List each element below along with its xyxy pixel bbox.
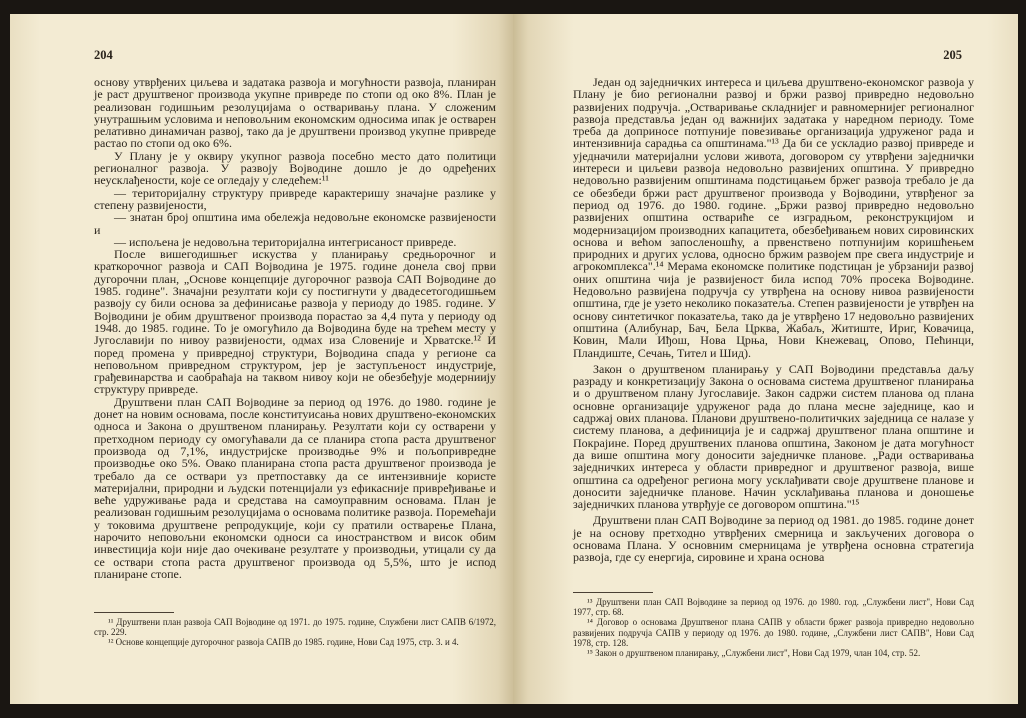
footnote: ¹⁴ Договор о основама Друштвеног плана САПВ у области бржег развоја привредно недовољно развијених подручја САПВ у периоду од 1976. до 1980. године, „Службени лист САПВ", Нови Сад 1978, стр. 128. [573, 617, 974, 648]
footnote-divider [94, 612, 174, 613]
page-number: 205 [943, 48, 962, 62]
footnote: ¹² Основе концепције дугорочног развоја САПВ до 1985. године, Нови Сад 1975, стр. 3. и 4. [108, 637, 459, 648]
paragraph: Друштвени план САП Војводине за период од 1976. до 1980. године је донет на новим основама, после конституисања нових друштвено-економских односа и Закона о друштвеном планирању. Резултати који су остварени у претходном периоду су омогућавали да се планира стопа раста друштвеног производа од 7,1%, индустријске производње 9% и пољопривредне производње око 5%. Овако планирана стопа раста друштвеног производа је требало да се оствари уз претпоставку да се интензивније користе материјални, природни и људски потенцијали уз ефикасније привређивање и веће удруживање рада и средстава на самоуправним основама. План је реализован годишњим резолуцијама о основама политике развоја. Поремећаји у токовима друштвене репродукције, који су пратили остварење Плана, нарочито неповољни економски односи са иностранством и висок обим инвестиција који није дао очекиване резултате у производњи, утицали су да се оствари стопа раста друштвеног производа од 5,5%, што је испод планиране стопе. [94, 394, 496, 581]
paragraph: основу утврђених циљева и задатака развоја и могућности развоја, планиран је раст друштвеног производа укупне привреде по стопи од око 8%. План је реализован годишњим резолуцијама о остваривању плана. У сложеним унутрашњим условима и неповољним економским односима ипак је остварен релативно динамичан развој, тако да је друштвени производ укупне привреде растао по стопи од око 6%. [94, 75, 496, 151]
paragraph: После вишегодишњег искуства у планирању средњорочног и краткорочног развоја и САП Војводина је 1975. године донела свој први дугорочни план, „Основе концепције дугорочног развоја САП Војводине до 1985. године". Значајни резултати који су постигнути у двадесетогодишњем развоју су били основа за дефинисање развоја у периоду до 1985. године. У Војводини је обим друштвеног производа порастао за 4,4 пута у периоду од 1948. до 1985. године. То је омогућило да Војводина буде на трећем месту у Југославији по нивоу развијености, одмах иза Словеније и Хрватске.¹² И поред промена у привредној структури, Војводина спада у регионе са неповољном привредном структуром, јер је заступљеност индустрије, грађевинарства и саобраћаја на таквом нивоу који не обезбеђује модерниију структуру привреде. [94, 247, 496, 397]
footnotes [573, 592, 974, 658]
paragraph: Друштвени план САП Војводине за период од 1981. до 1985. године донет је на основу претходно утврђених смерница и закључених договора о основама Плана. У основним смерницама је утврђена основна стратегија развоја, где су енергија, сировине и храна основа [573, 513, 974, 565]
page-number: 204 [94, 48, 113, 62]
list-item: — територијалну структуру привреде карактеришу значајне разлике у степену развијености, [94, 185, 496, 212]
paragraph: Закон о друштвеном планирању у САП Војводини представља даљу разраду и конкретизацију Закона о основама система друштвеног планирања и о друштвеном плану Југославије. Закон садржи систем планова од плана основне организације удруженог рада до плана месне заједнице, као и садржај ових планова. Планови друштвено-политичких заједница се налазе у систему планова, а дефиниција је и садржај друштвеног плана општине и Покрајине. Поред друштвених планова општина, Законом је дата могућност да више општина могу доносити заједничке планове. „Ради остваривања заједничких интереса у области привредног и друштвеног развоја, више општина са одређеног региона могу усклађивати своје друштвене планове и доносити заједничке планове. Начин усклађивања планова и доношење заједничких планова утврђује се договором општина."¹⁵ [573, 361, 974, 512]
paragraph: Један од заједничких интереса и циљева друштвено-економског развоја у Плану је био регионални развој и бржи развој привредно недовољно развијених подручја. „Остваривање складнијег и равномернијег регионалног развоја представља један од важнијих задатака у наредном периоду. Томе треба да доприносе потпуније повезивање организација удруженог рада и интензивнија сарадња са општинама."¹³ Да би се ускладио развој привреде и уједначили материјални услови живота, договором су утврђени заједнички интереси и циљеви развоја недовољно развијених општина. У привредно недовољно развијеним општинама подстицањем бржег развоја требало је да се обезбеди бржи раст друштвеног производа у Војводини, утврђеног за период од 1976. до 1980. године. „Бржи развој привредно недовољно развијених општина оствариће се изградњом, реконструкцијом и модернизацијом производних капацитета, обезбеђивањем нових сировинских основа и већом запосленошћу, а првенствено потпунијим коришћењем природних и других услова, односно бржим развојем пре свега индустрије и агрокомплекса".¹⁴ Мерама економске политике подстицан је убрзанији развој оних општина чија је развијеност била испод 70% просека Војводине. Недовољно развијена подручја су утврђена на основу нивоа развијености општина, где је узето неколико показатеља. Степен развијености је утврђен на основу синтетичког показатеља, тако да је утврђено 17 недовољно развијених општина (Алибунар, Бач, Бела Црква, Жабаљ, Житиште, Ириг, Ковачица, Ковин, Мали Иђош, Нова Црња, Нови Кнежевац, Опово, Пећинци, Пландиште, Сечањ, Тител и Шид). [573, 75, 974, 360]
footnote: ¹¹ Друштвени план развоја САП Војводине од 1971. до 1975. године, Службени лист САПВ 6/1972, стр. 229. [94, 617, 496, 638]
list-item: — испољена је недовољна територијална интегрисаност привреде. [114, 234, 457, 249]
footnotes [94, 612, 496, 648]
paragraph: У Плану је у оквиру укупног развоја посебно место дато политици регионалног развоја. У развоју Војводине дошло је до одређених неусклађености, које се огледају у следећем:¹¹ [94, 148, 496, 188]
list-item: — знатан број општина има обележја недовољне економске развијености и [94, 210, 496, 237]
body-text [573, 76, 974, 564]
body-text [94, 76, 496, 580]
footnote: ¹⁵ Закон о друштвеном планирању, „Службени лист", Нови Сад 1979, члан 104, стр. 52. [587, 648, 921, 659]
footnote-divider [573, 592, 653, 593]
left-page [10, 14, 513, 704]
footnote: ¹³ Друштвени план САП Војводине за период од 1976. до 1980. год. „Службени лист", Нови Сад 1977, стр. 68. [573, 597, 974, 618]
right-page [513, 14, 1018, 704]
